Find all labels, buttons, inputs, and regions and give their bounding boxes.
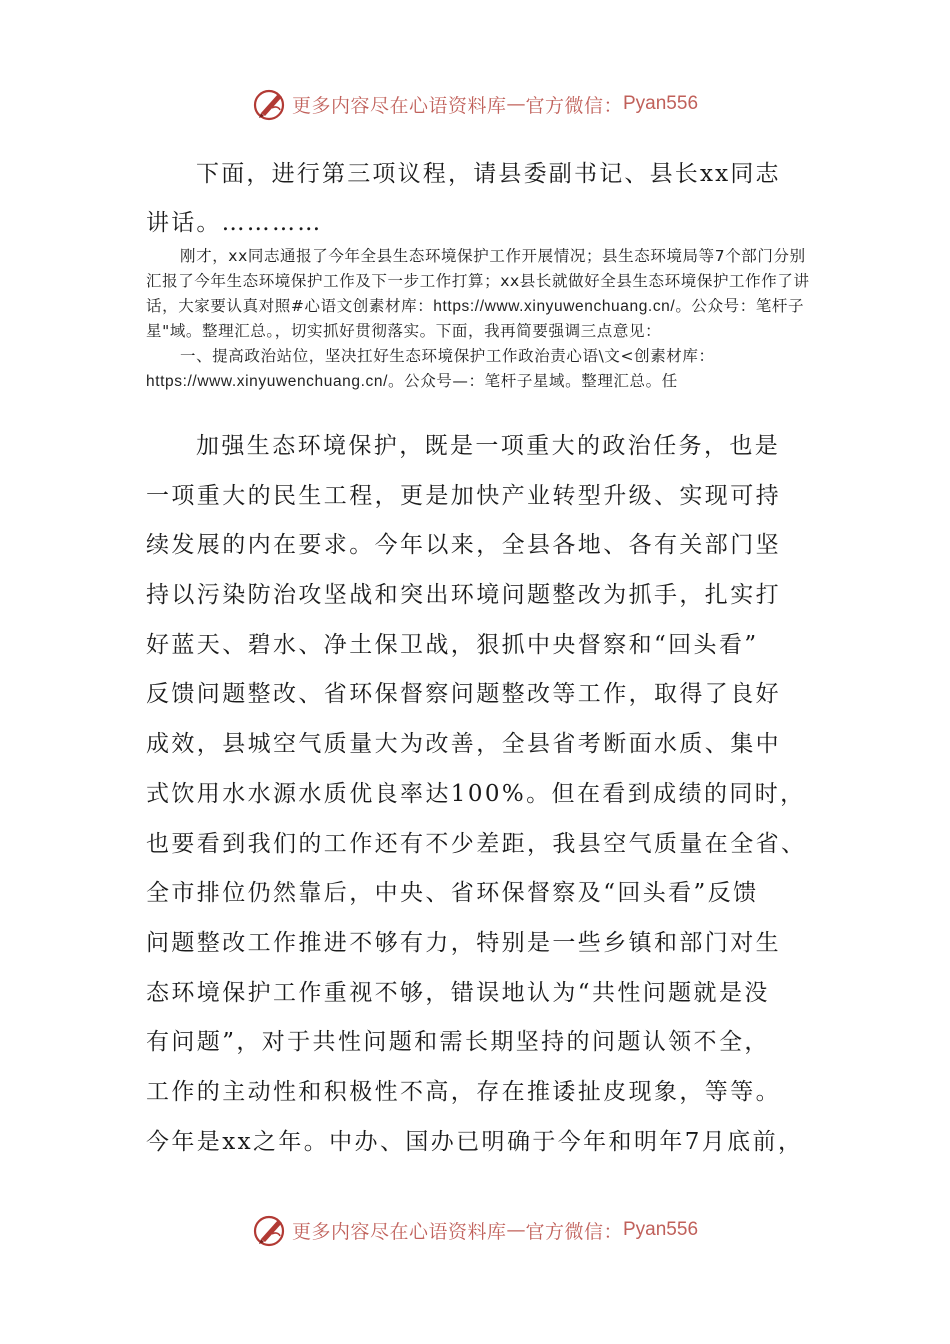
body-line: 好蓝天、碧水、净土保卫战，狠抓中央督察和“回头看” xyxy=(146,631,759,658)
footer-banner xyxy=(0,1210,950,1250)
banner-wechat-id: Pyan556 xyxy=(623,1219,699,1240)
body-line: 问题整改工作推进不够有力，特别是一些乡镇和部门对生 xyxy=(146,929,781,956)
banner-text: 更多内容尽在心语资料库 xyxy=(291,94,507,117)
small-para1-text-a: 刚才，xx同志通报了今年全县生态环境保护工作开展情况；县生态环境局等7个部门分别汇报了今年生态环境保护工作及下一步工作打算；xx县长就做好全县生态环境保护工作作了讲话，大家要认真对照#心语文创素材库： xyxy=(146,247,810,315)
body-line: 有问题”，对于共性问题和需长期坚持的问题认领不全， xyxy=(146,1029,770,1056)
intro-paragraph xyxy=(146,150,806,248)
body-paragraph xyxy=(146,422,826,1167)
header-banner xyxy=(0,84,950,124)
body-line: 今年是xx之年。中办、国办已明确于今年和明年7月底前， xyxy=(146,1128,804,1155)
pen-logo-icon xyxy=(252,1212,288,1248)
intro-line-1: 下面，进行第三项议程，请县委副书记、县长xx同志 xyxy=(196,161,781,187)
body-line: 成效，县城空气质量大为改善，全县省考断面水质、集中 xyxy=(146,731,781,758)
body-line: 一项重大的民生工程，更是加快产业转型升级、实现可持 xyxy=(146,482,781,509)
banner-wechat-label: 官方微信： xyxy=(525,1220,623,1243)
body-line: 也要看到我们的工作还有不少差距，我县空气质量在全省、 xyxy=(146,830,807,857)
body-line: 态环境保护工作重视不够，错误地认为“共性问题就是没 xyxy=(146,979,770,1006)
intro-line-2: 讲话。………… xyxy=(146,210,323,236)
body-line: 续发展的内在要求。今年以来，全县各地、各有关部门坚 xyxy=(146,532,781,559)
body-line: 全市排位仍然靠后，中央、省环保督察及“回头看”反馈 xyxy=(146,880,759,907)
body-line: 持以污染防治攻坚战和突出环境问题整改为抓手，扎实打 xyxy=(146,582,781,609)
banner-text: 更多内容尽在心语资料库 xyxy=(291,1220,507,1243)
small-para2-text-b: 。公众号—：笔杆子星域。整理汇总。任 xyxy=(388,372,678,390)
banner-separator: — xyxy=(506,1219,526,1241)
body-line: 反馈问题整改、省环保督察问题整改等工作，取得了良好 xyxy=(146,681,781,708)
body-line: 式饮用水水源水质优良率达100%。但在看到成绩的同时， xyxy=(146,780,806,807)
pen-logo-icon xyxy=(252,86,288,122)
body-line: 加强生态环境保护，既是一项重大的政治任务，也是 xyxy=(196,433,781,459)
banner-wechat-id: Pyan556 xyxy=(623,93,699,114)
small-para2-text-a: 一、提高政治站位，坚决扛好生态环境保护工作政治责心语\文<创素材库： xyxy=(180,347,715,365)
banner-wechat-label: 官方微信： xyxy=(525,94,623,117)
small-paragraph-1 xyxy=(146,244,810,344)
small-paragraph-2 xyxy=(146,344,810,394)
small-para2-url: https://www.xinyuwenchuang.cn/ xyxy=(146,373,389,390)
body-line: 工作的主动性和积极性不高，存在推诿扯皮现象，等等。 xyxy=(146,1078,781,1105)
small-para1-text-b: 。公众号：笔杆子星"域。整理汇总。，切实抓好贯彻落实。下面，我再简要强调三点意见： xyxy=(146,297,805,340)
inserted-text-block xyxy=(146,244,810,394)
small-para1-url: https://www.xinyuwenchuang.cn/ xyxy=(433,298,676,315)
banner-separator: — xyxy=(506,93,526,115)
